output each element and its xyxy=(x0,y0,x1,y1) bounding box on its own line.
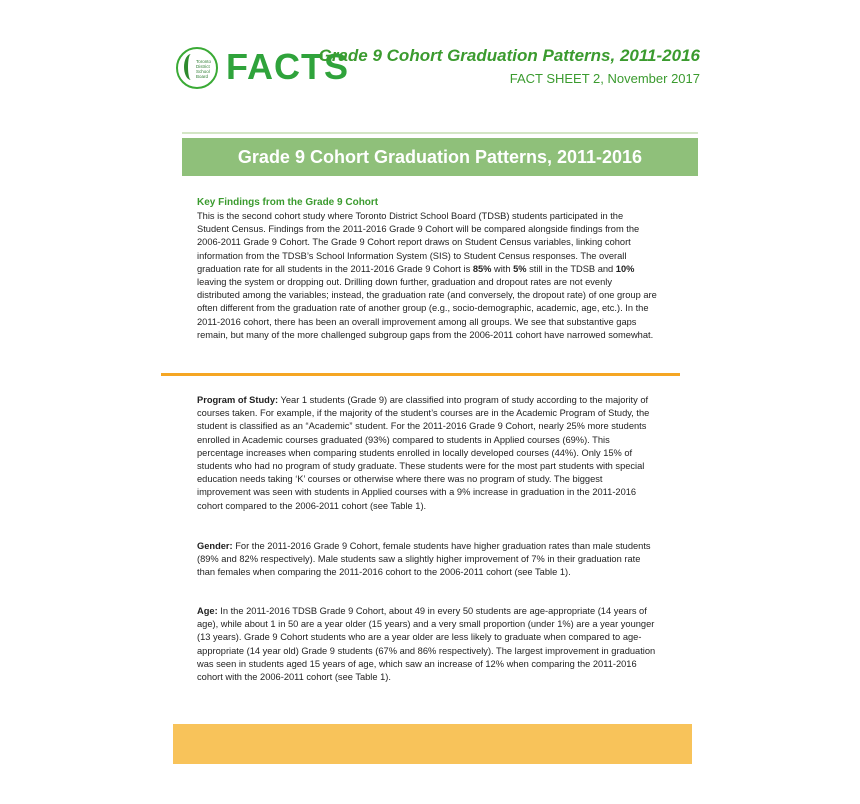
banner-title: Grade 9 Cohort Graduation Patterns, 2011-2016 xyxy=(237,146,643,167)
gender-text: For the 2011-2016 Grade 9 Cohort, female students have higher graduation rates than male students (89% and 82% respectively). Male students saw a slightly higher improvement of 7% in their graduation rate than females when comparing the 2011-2016 cohort to the 2006-2011 cohort (see Table 1). xyxy=(197,541,651,578)
kf-text-1: This is the second cohort study where Toronto District School Board (TDSB) students participated in the Student Census. Findings from the 2011-2016 Grade 9 Cohort will be compared alongside findings from the 2006-2011 Grade 9 Cohort. The Grade 9 Cohort report draws on Student Census variables, linking cohort information from the TDSB’s School Information System (SIS) to Student Census responses. The overall graduation rate for all students in the 2011-2016 Grade 9 Cohort is xyxy=(197,211,640,274)
kf-text-4: leaving the system or dropping out. Drilling down further, graduation and dropout rates are not evenly distributed among the variables; instead, the graduation rate (and conversely, the dropout rate) of one group are often different from the graduation rate of another group (e.g., socio-demographic, academic, age, etc.). In the 2011-2016 cohort, there has been an overall improvement among all groups. We see that substantive gaps remain, but many of the more challenged subgroup gaps from the 2006-2011 cohort have narrowed somewhat. xyxy=(197,277,657,340)
tdsb-logo-icon xyxy=(176,47,218,89)
kf-text-3: still in the TDSB and xyxy=(526,263,616,274)
logo-facts-text: FACTS xyxy=(226,46,350,87)
age-text: In the 2011-2016 TDSB Grade 9 Cohort, about 49 in every 50 students are age-appropriate (14 years of age), while about 1 in 50 are a year older (15 years) and a very small proportion (under 1%) are a year younger (13 years). Grade 9 Cohort students who are a year older are less likely to graduate when compared to age-appropriate (14 year old) Grade 9 students (67% and 86% respectively). The largest improvement in graduation was seen in students aged 15 years of age, which saw an increase of 12% when comparing the 2011-2016 cohort with the 2006-2011 cohort (see Table 1). xyxy=(197,606,656,683)
age-paragraph xyxy=(197,605,657,684)
program-of-study-text: Year 1 students (Grade 9) are classified into program of study according to the majority of courses taken. For example, if the majority of the student’s courses are in the Academic Program of Study, the student is classified as an “Academic” student. For the 2011-2016 Grade 9 Cohort, nearly 25% more students enrolled in Academic courses graduated (93%) compared to students in Applied courses (69%). This percentage increases when comparing students enrolled in locally developed courses (44%). Only 15% of students who had no program of study graduate. These students were for the most part students with special education needs taking ‘K’ courses or otherwise where there was no program of study. The biggest improvement was seen with students in Applied courses with a 9% increase in graduation in the 2011-2016 cohort compared to the 2006-2011 cohort (see Table 1). xyxy=(197,395,650,511)
logo-small-text: Toronto District School Board xyxy=(196,59,212,79)
title-banner xyxy=(182,138,698,176)
orange-divider xyxy=(161,373,680,376)
program-of-study-paragraph xyxy=(197,394,657,513)
key-findings-heading: Key Findings from the Grade 9 Cohort xyxy=(197,197,379,208)
kf-text-2: with xyxy=(491,263,514,274)
header-title: Grade 9 Cohort Graduation Patterns, 2011-2016 xyxy=(318,46,700,65)
kf-leaving-rate: 10% xyxy=(615,263,635,274)
gender-paragraph xyxy=(197,540,657,580)
kf-still-in-rate: 5% xyxy=(513,263,527,274)
key-findings-paragraph xyxy=(197,210,657,342)
gender-label: Gender: xyxy=(197,541,233,551)
age-label: Age: xyxy=(197,606,218,616)
header-subtitle: FACT SHEET 2, November 2017 xyxy=(509,71,700,86)
program-of-study-label: Program of Study: xyxy=(197,395,279,405)
banner-top-line xyxy=(182,132,698,134)
orange-footer-box xyxy=(173,724,692,764)
kf-graduation-rate: 85% xyxy=(472,263,492,274)
